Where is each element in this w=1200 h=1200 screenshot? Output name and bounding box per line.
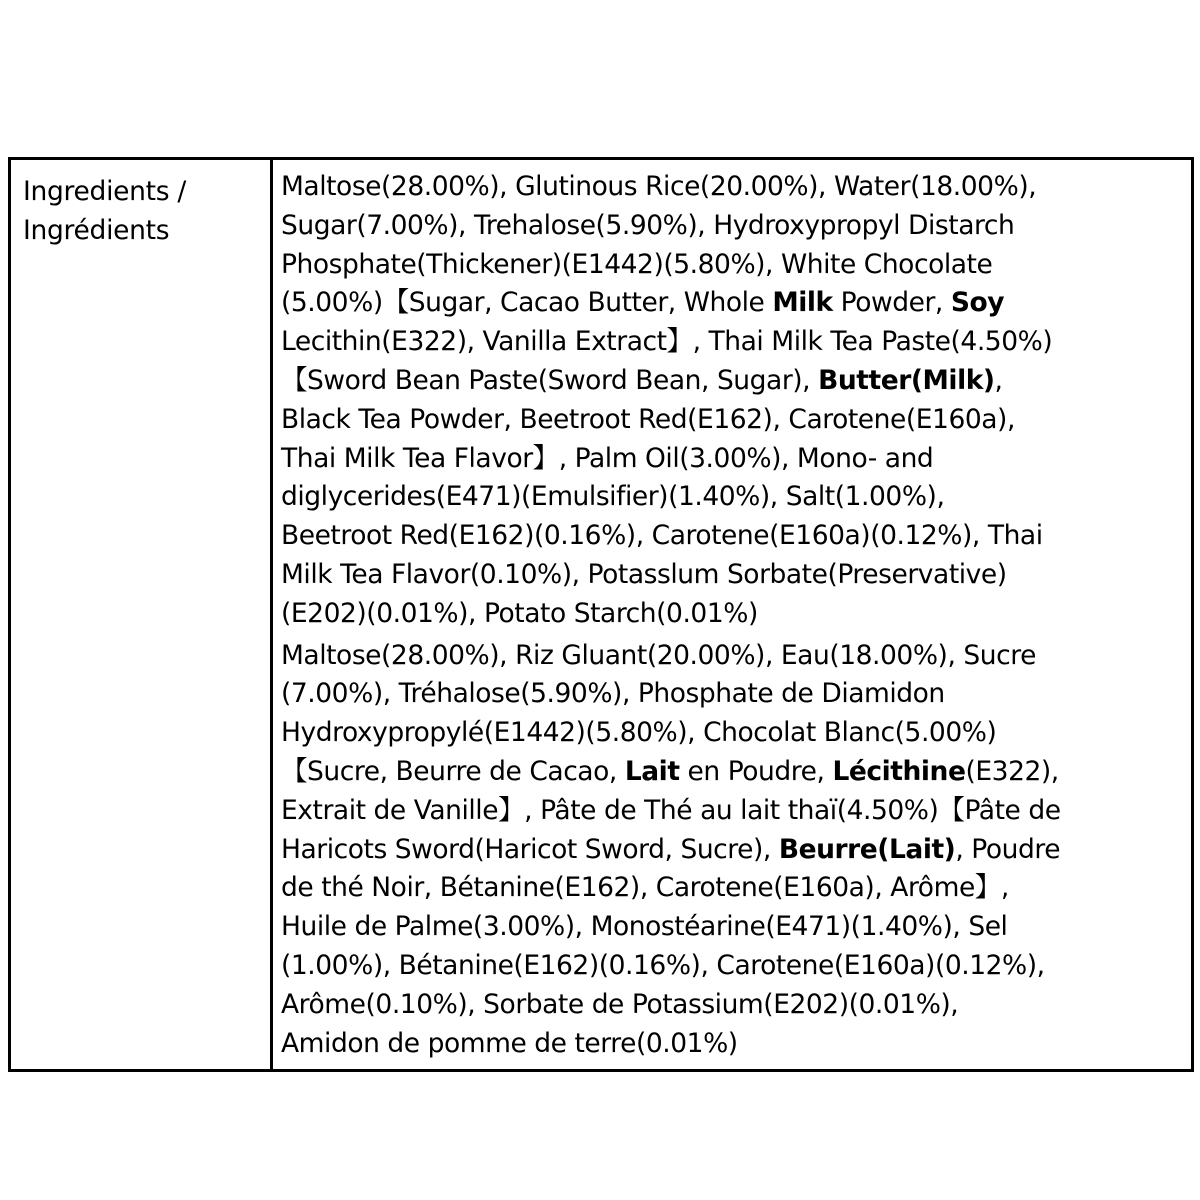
ingredient-line: Milk Tea Flavor(0.10%), Potasslum Sorbate(Preservative) [281, 558, 1007, 590]
ingredient-line: 【Sword Bean Paste(Sword Bean, Sugar), Butter(Milk), [281, 364, 1003, 396]
ingredient-line: Black Tea Powder, Beetroot Red(E162), Carotene(E160a), [281, 403, 1015, 435]
ingredient-line: Thai Milk Tea Flavor】, Palm Oil(3.00%), Mono- and [281, 442, 934, 474]
ingredient-line: (5.00%)【Sugar, Cacao Butter, Whole Milk Powder, Soy [281, 287, 1005, 319]
ingredient-line: de thé Noir, Bétanine(E162), Carotene(E160a), Arôme】, [281, 872, 1009, 904]
ingredient-line: Haricots Sword(Haricot Sword, Sucre), Beurre(Lait), Poudre [281, 833, 1061, 865]
ingredients-heading-en: Ingredients / [23, 176, 186, 207]
allergen-lait: Lait [624, 755, 680, 787]
allergen-beurre-lait: Beurre(Lait) [778, 833, 956, 865]
ingredient-line: Amidon de pomme de terre(0.01%) [281, 1027, 738, 1059]
french-ingredients [281, 637, 1187, 1064]
ingredient-line: diglycerides(E471)(Emulsifier)(1.40%), Salt(1.00%), [281, 481, 945, 513]
ingredients-list-cell [273, 160, 1191, 1069]
ingredient-line: (7.00%), Tréhalose(5.90%), Phosphate de Diamidon [281, 678, 945, 710]
ingredient-line: (1.00%), Bétanine(E162)(0.16%), Carotene(E160a)(0.12%), [281, 949, 1045, 981]
ingredient-line: (E202)(0.01%), Potato Starch(0.01%) [281, 597, 758, 629]
ingredient-line: Maltose(28.00%), Riz Gluant(20.00%), Eau(18.00%), Sucre [281, 639, 1036, 671]
ingredient-line: Hydroxypropylé(E1442)(5.80%), Chocolat Blanc(5.00%) [281, 717, 997, 749]
english-ingredients [281, 168, 1187, 634]
ingredients-table [8, 157, 1194, 1072]
ingredient-line: Sugar(7.00%), Trehalose(5.90%), Hydroxypropyl Distarch [281, 209, 1015, 241]
ingredient-line: Lecithin(E322), Vanilla Extract】, Thai Milk Tea Paste(4.50%) [281, 326, 1053, 358]
ingredient-line: Phosphate(Thickener)(E1442)(5.80%), White Chocolate [281, 248, 993, 280]
ingredients-heading-cell [11, 160, 273, 1069]
ingredients-heading-fr: Ingrédients [23, 215, 170, 246]
ingredient-line: Huile de Palme(3.00%), Monostéarine(E471)(1.40%), Sel [281, 911, 1008, 943]
allergen-milk: Milk [772, 287, 833, 319]
ingredient-line: 【Sucre, Beurre de Cacao, Lait en Poudre, Lécithine(E322), [281, 755, 1059, 787]
ingredient-line: Arôme(0.10%), Sorbate de Potassium(E202)(0.01%), [281, 988, 959, 1020]
ingredient-line: Beetroot Red(E162)(0.16%), Carotene(E160a)(0.12%), Thai [281, 520, 1043, 552]
allergen-soy: Soy [950, 287, 1005, 319]
allergen-butter-milk: Butter(Milk) [818, 364, 995, 396]
ingredient-line: Maltose(28.00%), Glutinous Rice(20.00%), Water(18.00%), [281, 171, 1037, 202]
allergen-lecithine: Lécithine [832, 755, 966, 787]
ingredient-line: Extrait de Vanille】, Pâte de Thé au lait thaï(4.50%)【Pâte de [281, 794, 1061, 826]
